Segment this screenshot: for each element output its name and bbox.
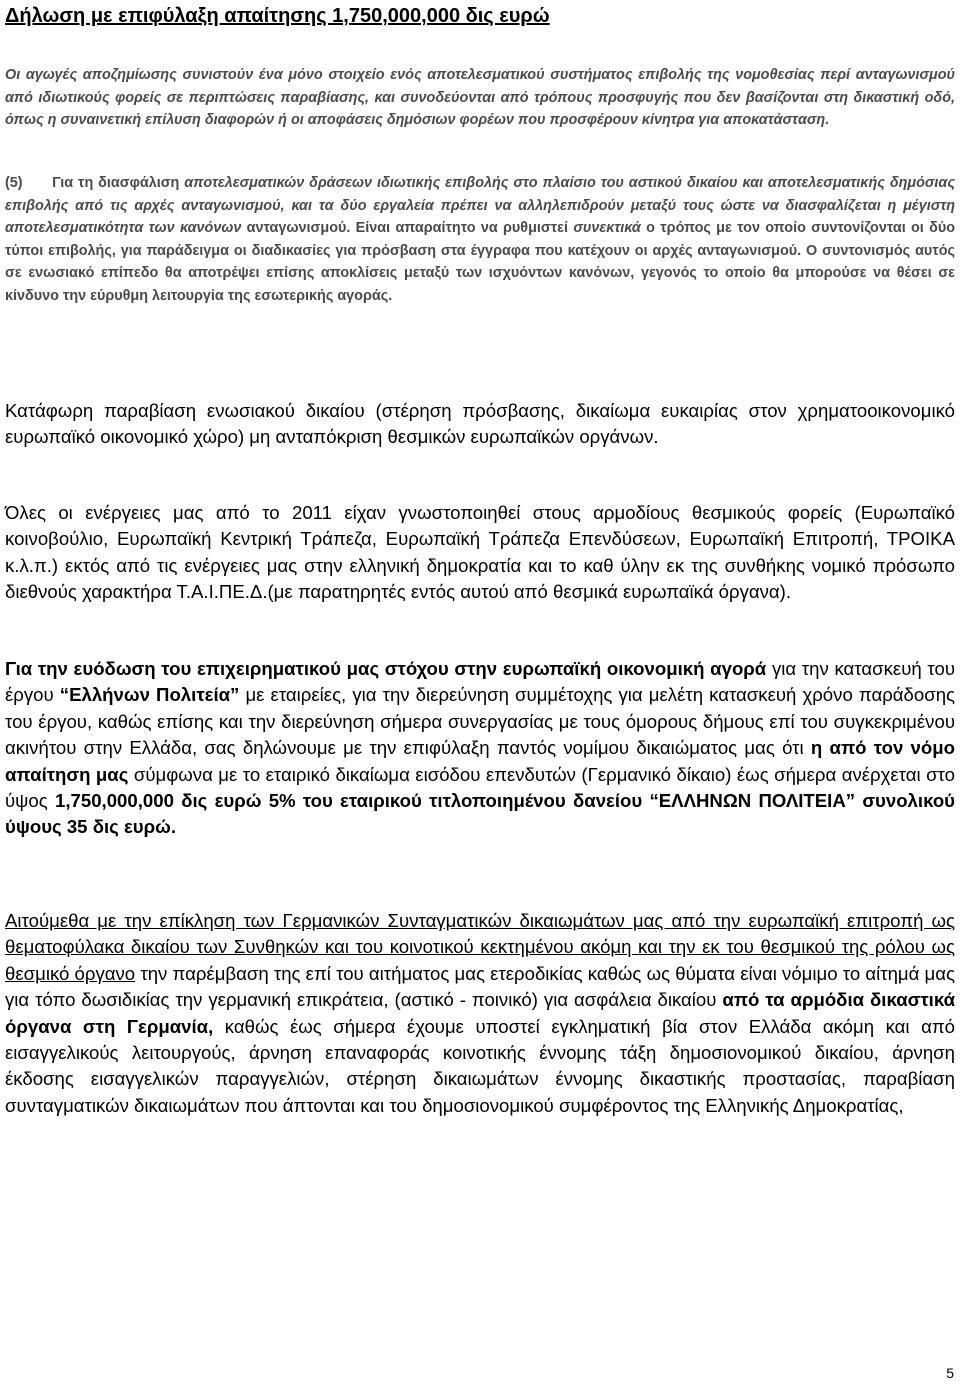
actions-paragraph [5, 500, 955, 606]
paragraph-5-text-2: αποτελεσματικών δράσεων ιδιωτικής επιβολής στο πλαίσιο του αστικού δικαίου και αποτελεσματικής δημόσιας επιβολής από τις αρχές ανταγωνισμού, και τα δύο εργαλεία πρέπει να αλληλεπιδρούν μεταξύ τους ώστε να διασφαλίζεται η μέγιστη αποτελεσματικότητα των κανόνων [5, 175, 955, 237]
intro-paragraph [5, 64, 955, 132]
goal-text-1: για την κατασκευή του έργου [5, 658, 955, 706]
violation-paragraph [5, 398, 955, 451]
paragraph-5-text-4: συνεκτικά [573, 220, 641, 237]
request-text-1: την παρέμβαση της επί του αιτήματος μας ετεροδικίας καθώς ως θύματα είναι νόμιμο το αίτημά μας για τόπο δωσιδικίας την γερμανική επικράτεια, (αστικό - ποινικό) για ασφάλεια δικαίου [5, 962, 955, 1011]
paragraph-5-text-5: ο τρόπος με τον οποίο συντονίζονται οι δύο τύποι επιβολής, για παράδειγμα οι διαδικασίες για πρόσβαση στα έγγραφα που κατέχουν οι αρχές ανταγωνισμού. Ο συντονισμός αυτός σε ενωσιακό επίπεδο θα αποτρέψει επίσης αποκλίσεις μεταξύ των ισχυόντων κανόνων, γεγονός το οποίο θα μπορούσε να θέσει σε κίνδυνο την εύρυθμη λειτουργία της εσωτερικής αγοράς. [5, 220, 956, 304]
request-paragraph [5, 908, 955, 1119]
document-title: Δήλωση με επιφύλαξη απαίτησης 1,750,000,000 δις ευρώ [5, 5, 550, 27]
goal-bold-3: η από τον νόμο απαίτηση μας [5, 737, 955, 785]
page-number: 5 [946, 1365, 954, 1381]
paragraph-5 [5, 172, 955, 308]
paragraph-5-text-3: ανταγωνισμού. Είναι απαραίτητο να ρυθμιστεί [246, 220, 568, 237]
paragraph-5-text-1: Για τη διασφάλιση [52, 175, 180, 191]
goal-text-3: σύμφωνα με το εταιρικό δικαίωμα εισόδου επενδυτών (Γερμανικό δίκαιο) έως σήμερα ανέρχεται στο ύψος [5, 763, 955, 812]
intro-text: Οι αγωγές αποζημίωσης συνιστούν ένα μόνο στοιχείο ενός αποτελεσματικού συστήματος επιβολής της νομοθεσίας περί ανταγωνισμού από ιδιωτικούς φορείς σε περιπτώσεις παραβίασης, και συνοδεύονται από τρόπους προσφυγής που δεν βασίζονται στη δικαστική οδό, όπως η συναινετική επίλυση διαφορών ή οι αποφάσεις δημόσιων φορέων που προσφέρουν κίνητρα για αποκατάσταση. [5, 67, 955, 129]
goal-paragraph [5, 656, 955, 841]
goal-bold-2: “Ελλήνων Πολιτεία” [59, 684, 240, 706]
actions-text: Όλες οι ενέργειες μας από το 2011 είχαν γνωστοποιηθεί στους αρμοδίους θεσμικούς φορείς (Ευρωπαϊκό κοινοβούλιο, Ευρωπαϊκή Κεντρική Τράπεζα, Ευρωπαϊκή Τράπεζα Επενδύσεων, Ευρωπαϊκή Επιτροπή, ΤΡΟΙΚΑ κ.λ.π.) εκτός από τις ενέργειες μας στην ελληνική δημοκρατία και το καθ ύλην εκ της συνθήκης νομικό πρόσωπο διεθνούς χαρακτήρα Τ.Α.Ι.ΠΕ.Δ.(με παρατηρητές εντός αυτού από θεσμικά ευρωπαϊκά όργανα). [5, 502, 955, 603]
violation-text: Κατάφωρη παραβίαση ενωσιακού δικαίου (στέρηση πρόσβασης, δικαίωμα ευκαιρίας στον χρηματοοικονομικό ευρωπαϊκό οικονομικό χώρο) μη ανταπόκριση θεσμικών ευρωπαϊκών οργάνων. [5, 400, 955, 448]
goal-bold-1: Για την ευόδωση του επιχειρηματικού μας στόχου στην ευρωπαϊκή οικονομική αγορά [5, 658, 767, 679]
request-underlined: Αιτούμεθα με την επίκληση των Γερμανικών Συνταγματικών δικαιωμάτων μας από την ευρωπαϊκή επιτροπή ως θεματοφύλακα δικαίου των Συνθηκών και του κοινοτικού κεκτημένου ακόμη και την εκ του θεσμικού της ρόλου ως θεσμικό όργανο [5, 910, 955, 984]
paragraph-5-number: (5) [5, 175, 23, 191]
goal-text-2: με εταιρείες, για την διερεύνηση συμμέτοχης για μελέτη κατασκευή χρόνο παράδοσης του έργου, καθώς επίσης και την διερεύνηση σήμερα συνεργασίας με τους όμορους δήμους επί του συγκεκριμένου ακινήτου στην Ελλάδα, σας δηλώνουμε με την επιφύλαξη παντός νομίμου δικαιώματος μας ότι [5, 684, 955, 759]
request-text-2: καθώς έως σήμερα έχουμε υποστεί εγκληματική βία στον Ελλάδα ακόμη και από εισαγγελικούς λειτουργούς, άρνηση επαναφοράς κοινοτικής έννομης τάξη δημοσιονομικού δικαίου, άρνηση έκδοσης εισαγγελικών παραγγελιών, στέρηση δικαιωμάτων έννομης δικαστικής προστασίας, παραβίαση συνταγματικών δικαιωμάτων που άπτονται και του δημοσιονομικού συμφέροντος της Ελληνικής Δημοκρατίας, [5, 1015, 955, 1116]
goal-bold-4: 1,750,000,000 δις ευρώ 5% του εταιρικού τιτλοποιημένου δανείου “ΕΛΛΗΝΩΝ ΠΟΛΙΤΕΙΑ” συνολικού ύψους 35 δις ευρώ. [5, 790, 955, 838]
request-bold: από τα αρμόδια δικαστικά όργανα στη Γερμανία, [5, 989, 955, 1037]
